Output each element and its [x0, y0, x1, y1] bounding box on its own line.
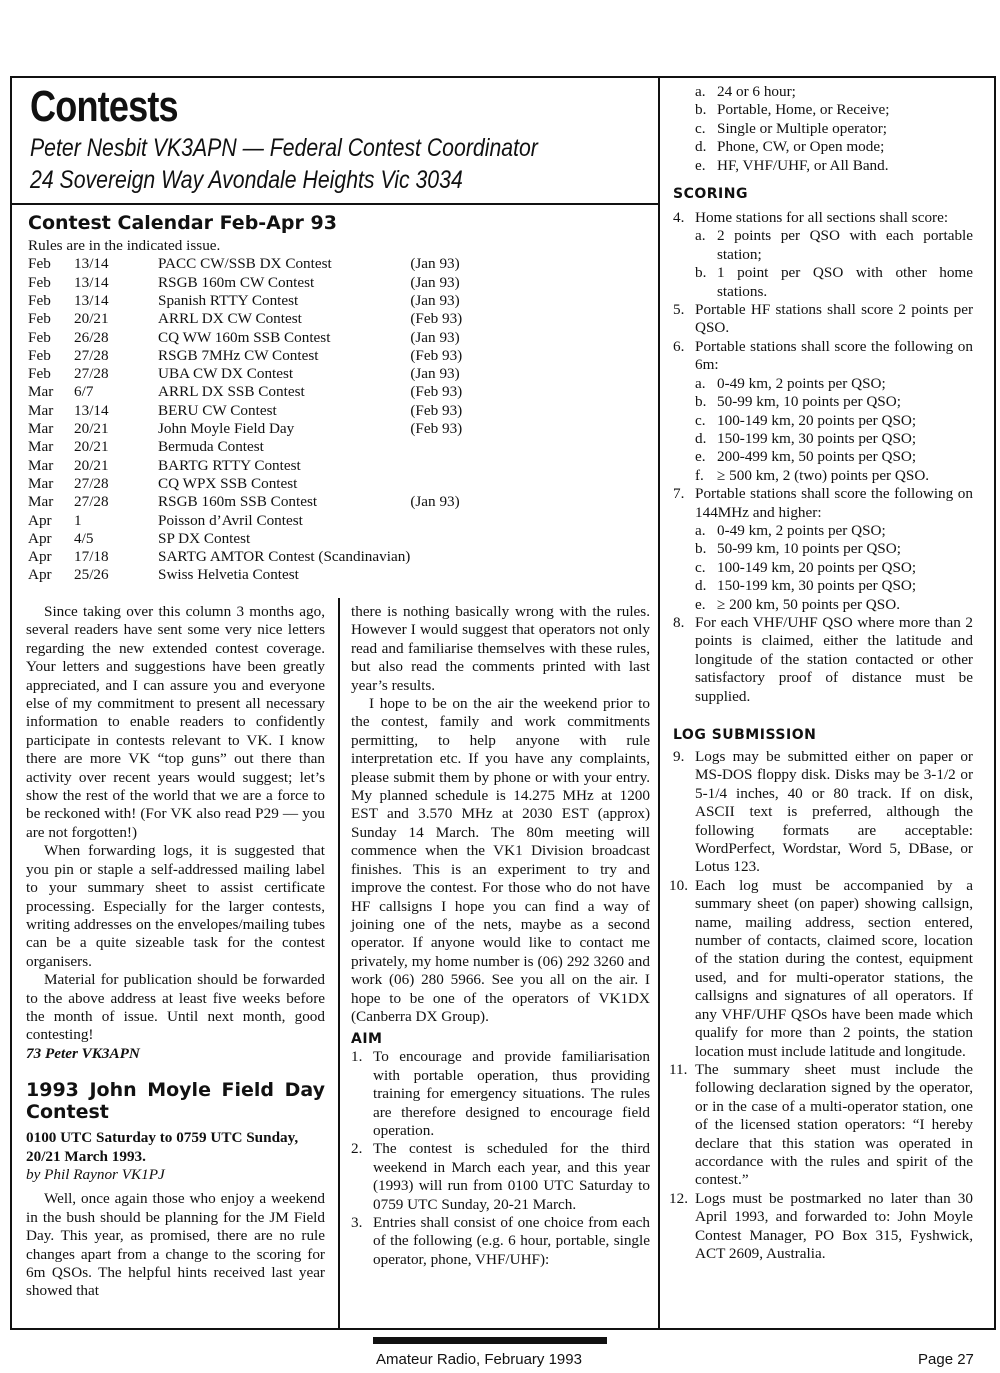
calendar-dates: 6/7 [74, 383, 94, 401]
field-day-byline: by Phil Raynor VK1PJ [26, 1165, 165, 1183]
calendar-issue [410, 512, 462, 530]
rule-7-item: e. ≥ 200 km, 50 points per QSO. [695, 595, 900, 613]
rule-6-item: d. 150-199 km, 30 points per QSO; [695, 429, 917, 447]
calendar-month: Apr [28, 566, 52, 584]
calendar-row [28, 365, 462, 383]
calendar-month: Apr [28, 529, 52, 547]
calendar-month: Mar [28, 383, 54, 401]
calendar-issue: (Jan 93) [410, 493, 460, 511]
calendar-name: RSGB 7MHz CW Contest [158, 346, 319, 364]
calendar-name: BERU CW Contest [158, 401, 277, 419]
calendar-row [28, 292, 462, 310]
rule-11: 11. The summary sheet must include the following declaration signed by the operator, or in the case of a multi-operator station, one of the licensed station operators: “I hereby declare that this station was operated in accordance with the rules and spirit of the contest.” [669, 1060, 973, 1189]
calendar-issue: (Feb 93) [410, 310, 463, 328]
rule-6-item: e. 200-499 km, 50 points per QSO; [695, 448, 917, 466]
field-day-heading: 1993 John Moyle Field Day Contest [26, 1079, 325, 1124]
signoff: 73 Peter VK3APN [26, 1044, 140, 1062]
calendar-name: Spanish RTTY Contest [158, 292, 299, 309]
rule-6-item: b. 50-99 km, 10 points per QSO; [695, 393, 901, 411]
calendar-issue [410, 457, 462, 475]
address-line: 24 Sovereign Way Avondale Heights Vic 3034 [30, 166, 463, 194]
calendar-name: ARRL DX CW Contest [158, 310, 302, 328]
calendar-issue: (Jan 93) [410, 292, 460, 309]
calendar-issue [410, 548, 462, 566]
intro-paragraph: Since taking over this column 3 months ago, several readers have sent some very nice letters regarding the new extended contest coverage. Your letters and suggestions have been greatly appreciated, and I can assure you and everyone else of my commitment to present all necessary information to enable readers to confidently participate in contests relevant to VK. I know there are more VK “top guns” out there than activity over recent years would suggest; let’s show the rest of the world that we are a force to be reckoned with! (For VK also read P29 — you are not forgotten!) [26, 603, 325, 841]
calendar-month: Feb [28, 365, 51, 383]
calendar-row [28, 255, 462, 273]
rule-7-item: d. 150-199 km, 30 points per QSO; [695, 577, 917, 595]
calendar-row [28, 420, 462, 438]
rule-10: 10. Each log must be accompanied by a summary sheet (on paper) showing callsign, name, mailing address, section entered, number of contacts, claimed score, location of the station during the contest, equipment used, and for multi-operator stations, the callsigns and signatures of all operators. If any VHF/UHF QSOs have been made which qualify for more than 2 points, the station location must include latitude and longitude. [669, 876, 973, 1060]
calendar-month: Feb [28, 255, 51, 273]
rule-5: 5. Portable HF stations shall score 2 points per QSO. [673, 301, 973, 337]
calendar-name: RSGB 160m SSB Contest [158, 493, 318, 511]
field-day-times: 0100 UTC Saturday to 0759 UTC Sunday, 20/21 March 1993. [26, 1129, 299, 1165]
calendar-name: RSGB 160m CW Contest [158, 273, 315, 291]
rule-9: 9. Logs may be submitted either on paper or MS-DOS floppy disk. Disks may be 3-1/2 or 5-1/4 inches, 40 or 80 track. If on disk, ASCII text is preferred, although the following formats are acceptable: WordPerfect, Wordstar, Word 5, DBase, or Lotus 123. [673, 748, 973, 876]
rule-6-item: f. ≥ 500 km, 2 (two) points per QSO. [695, 466, 930, 484]
calendar-name: CQ WPX SSB Contest [158, 474, 298, 492]
calendar-dates: 1 [74, 511, 82, 529]
calendar-issue: (Jan 93) [410, 255, 460, 273]
calendar-name: SARTG AMTOR Contest (Scandinavian) [158, 548, 411, 566]
calendar-issue: (Feb 93) [410, 346, 463, 364]
rule-6-item: c. 100-149 km, 20 points per QSO; [695, 411, 917, 429]
calendar-issue: (Jan 93) [410, 273, 460, 291]
calendar-month: Feb [28, 310, 51, 328]
calendar-month: Mar [28, 420, 54, 438]
calendar-month: Mar [28, 474, 54, 492]
column-left [26, 603, 325, 1301]
footer-bar [373, 1337, 607, 1344]
calendar-issue: (Jan 93) [410, 328, 460, 346]
calendar-dates: 27/28 [74, 365, 109, 383]
calendar-dates: 4/5 [74, 529, 94, 547]
calendar-issue: (Feb 93) [410, 420, 463, 438]
rule-12: 12. Logs must be postmarked no later than 30 April 1993, and forwarded to: John Moyle Contest Manager, PO Box 315, Fyshwick, ACT 2609, Australia. [669, 1189, 973, 1262]
calendar-month: Feb [28, 292, 51, 309]
rule-7: 7. Portable stations shall score the following on 144MHz and higher: [673, 485, 973, 521]
calendar-month: Feb [28, 346, 51, 364]
calendar-name: BARTG RTTY Contest [158, 456, 301, 474]
calendar-issue: (Jan 93) [410, 365, 460, 383]
calendar-issue [410, 566, 462, 584]
calendar-dates: 27/28 [74, 474, 109, 492]
masthead-rule [10, 203, 660, 205]
calendar-month: Apr [28, 548, 52, 566]
aim-item: 1. To encourage and provide familiarisation with portable operation, thus providing training for emergency situations. The rules are therefore designed to encourage field operation. [351, 1048, 650, 1139]
calendar-row [28, 329, 462, 347]
calendar-row [28, 274, 462, 292]
calendar-dates: 20/21 [74, 420, 109, 438]
rule-7-item: b. 50-99 km, 10 points per QSO; [695, 540, 901, 558]
rule-6-list [673, 375, 973, 485]
calendar-dates: 27/28 [74, 493, 109, 511]
calendar-issue: (Feb 93) [410, 401, 463, 419]
calendar-dates: 13/14 [74, 401, 109, 419]
calendar-name: CQ WW 160m SSB Contest [158, 328, 331, 346]
calendar-dates: 26/28 [74, 328, 109, 346]
calendar-month: Mar [28, 493, 54, 511]
calendar-name: ARRL DX SSB Contest [158, 383, 305, 401]
calendar-dates: 13/14 [74, 273, 109, 291]
publication-name: Amateur Radio, February 1993 [376, 1351, 582, 1368]
entry-choice: d. Phone, CW, or Open mode; [695, 138, 885, 156]
calendar-month: Mar [28, 456, 54, 474]
calendar-row [28, 347, 462, 365]
calendar-name: Poisson d’Avril Contest [158, 511, 303, 529]
column-rule-middle [338, 598, 340, 1330]
calendar-table [28, 255, 462, 584]
calendar-row [28, 493, 462, 511]
rule-8: 8. For each VHF/UHF QSO where more than 2 points is claimed, either the latitude and longitude of the station contacted or other satisfactory proof of distance must be supplied. [673, 613, 973, 705]
column-right [669, 83, 973, 1263]
rule-4a: a. 2 points per QSO with each portable station; [695, 227, 973, 263]
scoring-heading: SCORING [673, 186, 748, 203]
calendar-month: Feb [28, 328, 51, 346]
calendar-row [28, 548, 462, 566]
calendar-issue [410, 475, 462, 493]
calendar-dates: 20/21 [74, 310, 109, 328]
calendar-name: PACC CW/SSB DX Contest [158, 255, 332, 273]
calendar-issue [410, 438, 462, 456]
calendar-name: Bermuda Contest [158, 438, 264, 456]
column-middle [351, 603, 650, 1269]
calendar-row [28, 475, 462, 493]
calendar-month: Apr [28, 511, 52, 529]
calendar-row [28, 512, 462, 530]
schedule-paragraph: I hope to be on the air the weekend prior to the contest, family and work commitments permitting, to help anyone with rule interpretation etc. If you have any complaints, please submit them by phone or with your entry. My planned schedule is 14.275 MHz at 1200 EST and 3.570 MHz at 2030 EST (approx) Sunday 14 March. The 80m meeting will commence when the VK1 Division broadcast finishes. This is an experiment to try and improve the contest. For those who do not have HF callsigns I hope you can find a way of joining one of the nets, maybe as a second operator. If anyone would like to contact me privately, my home number is (06) 292 3260 and work (06) 280 5966. See you all on the air. I hope to be one of the operators of VK1DX (Canberra DX Group). [351, 695, 650, 1025]
entry-choice: e. HF, VHF/UHF, or All Band. [695, 156, 889, 174]
entry-choices [673, 83, 973, 175]
calendar-row [28, 530, 462, 548]
aim-heading: AIM [351, 1031, 383, 1048]
calendar-row [28, 383, 462, 401]
calendar-month: Feb [28, 273, 51, 291]
calendar-dates: 20/21 [74, 456, 109, 474]
rule-4: 4. Home stations for all sections shall score: [673, 209, 949, 227]
calendar-name: SP DX Contest [158, 529, 251, 547]
coordinator-line: Peter Nesbit VK3APN — Federal Contest Coordinator [30, 134, 538, 162]
entry-choice: c. Single or Multiple operator; [695, 119, 887, 137]
rule-4b: b. 1 point per QSO with other home stations. [695, 264, 973, 300]
aim-item: 3. Entries shall consist of one choice from each of the following (e.g. 6 hour, portable, single operator, phone, VHF/UHF): [351, 1214, 650, 1268]
rules-paragraph: there is nothing basically wrong with the rules. However I would suggest that operators not only read and familiarise themselves with these rules, but also read the comments printed with last year’s results. [351, 603, 650, 694]
calendar-month: Mar [28, 401, 54, 419]
rule-6: 6. Portable stations shall score the following on 6m: [673, 337, 973, 374]
calendar-intro: Rules are in the indicated issue. [28, 237, 221, 254]
page-number: Page 27 [918, 1351, 974, 1368]
calendar-dates: 13/14 [74, 292, 109, 309]
column-rule-right [658, 76, 660, 1330]
entry-choice: a. 24 or 6 hour; [695, 83, 796, 100]
entry-choice: b. Portable, Home, or Receive; [695, 101, 890, 119]
calendar-row [28, 402, 462, 420]
aim-list [351, 1048, 650, 1269]
calendar-name: John Moyle Field Day [158, 420, 295, 438]
calendar-dates: 25/26 [74, 566, 109, 584]
calendar-row [28, 438, 462, 456]
page-title: Contests [30, 82, 178, 131]
log-submission-heading: LOG SUBMISSION [673, 727, 817, 743]
calendar-row [28, 566, 462, 584]
calendar-dates: 17/18 [74, 548, 109, 566]
calendar-dates: 27/28 [74, 346, 109, 364]
rule-7-item: c. 100-149 km, 20 points per QSO; [695, 558, 917, 576]
calendar-dates: 13/14 [74, 255, 109, 273]
calendar-dates: 20/21 [74, 438, 109, 456]
aim-item: 2. The contest is scheduled for the third weekend in March each year, and this year (1993) will run from 0100 UTC Saturday to 0759 UTC Sunday, 20-21 March. [351, 1140, 650, 1213]
calendar-name: Swiss Helvetia Contest [158, 566, 299, 584]
contest-calendar [28, 212, 648, 585]
calendar-issue [410, 530, 462, 548]
rule-6-item: a. 0-49 km, 2 points per QSO; [695, 374, 886, 392]
calendar-name: UBA CW DX Contest [158, 365, 294, 383]
calendar-issue: (Feb 93) [410, 383, 463, 401]
calendar-row [28, 457, 462, 475]
calendar-month: Mar [28, 438, 54, 456]
calendar-row [28, 310, 462, 328]
field-day-paragraph: Well, once again those who enjoy a weekend in the bush should be planning for the JM Field Day. This year, as promised, there are no rule changes apart from a change to the scoring for 6m QSOs. The helpful hints received last year showed that [26, 1190, 325, 1300]
calendar-heading: Contest Calendar Feb-Apr 93 [28, 212, 337, 234]
rule-7-item: a. 0-49 km, 2 points per QSO; [695, 521, 886, 539]
publication-paragraph: Material for publication should be forwarded to the above address at least five weeks before the month of issue. Until next month, good contesting! [26, 971, 325, 1044]
rule-7-list [673, 522, 973, 614]
logs-paragraph: When forwarding logs, it is suggested that you pin or staple a self-addressed mailing label to your summary sheet to assist certificate processing. Especially for the larger contests, writing addresses on the envelopes/mailing tubes can be a quite sizeable task for the contest organisers. [26, 842, 325, 970]
